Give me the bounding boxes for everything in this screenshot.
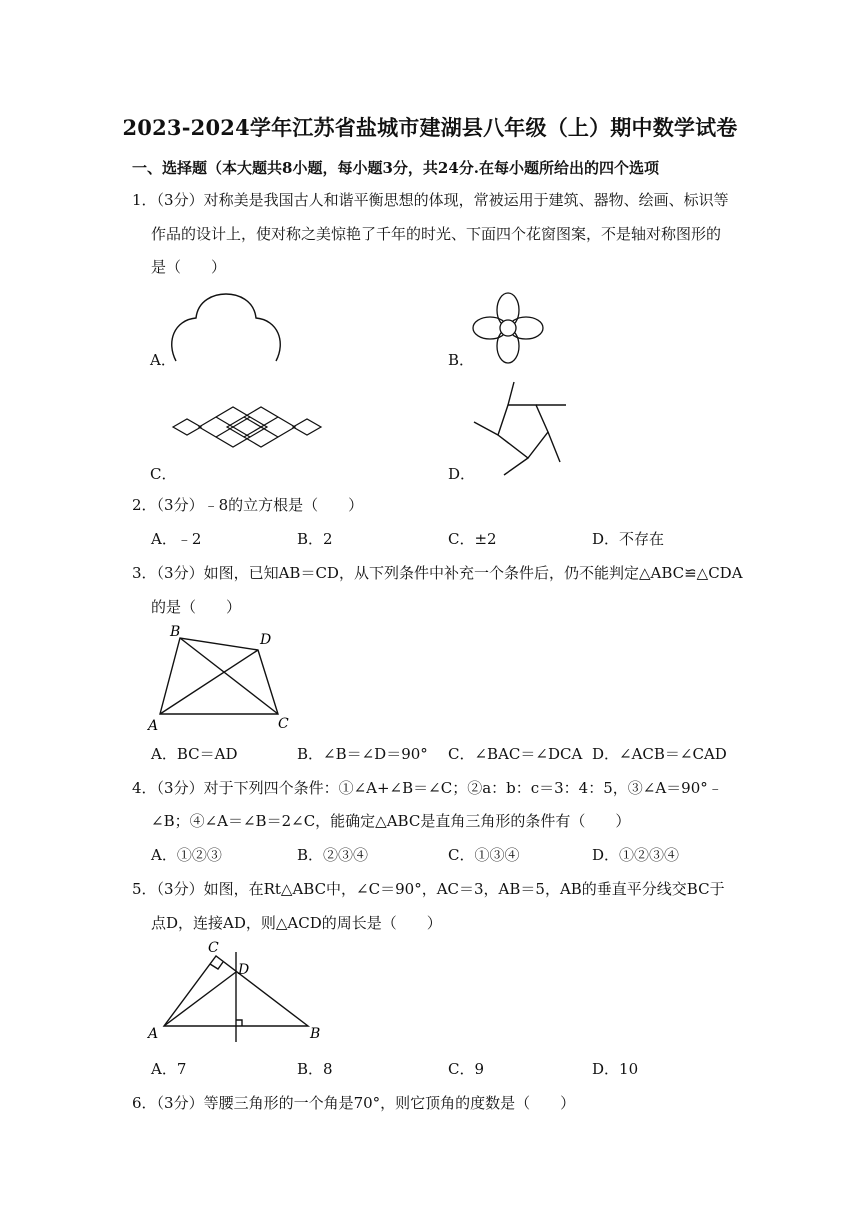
q1-option-b-label: B． bbox=[448, 351, 475, 369]
figure-label-a: A bbox=[148, 718, 159, 734]
section-heading: 一、选择题（本大题共8小题，每小题3分，共24分.在每小题所给出的四个选项 bbox=[132, 159, 659, 177]
q2-option-c: C．±2 bbox=[448, 530, 497, 548]
q4-option-b: B．②③④ bbox=[297, 846, 369, 864]
question-2-stem: 2．（3分）﹣8的立方根是（ ） bbox=[132, 496, 364, 514]
page-title: 2023-2024学年江苏省盐城市建湖县八年级（上）期中数学试卷 bbox=[122, 115, 738, 140]
figure-label-c: C bbox=[278, 716, 289, 732]
q2-option-a: A．﹣2 bbox=[151, 530, 202, 548]
question-6-stem: 6．（3分）等腰三角形的一个角是70°，则它顶角的度数是（ ） bbox=[132, 1094, 576, 1112]
q4-option-a: A．①②③ bbox=[151, 846, 222, 864]
question-4-line-1: 4．（3分）对于下列四个条件：①∠A+∠B＝∠C；②a：b：c＝3：4：5，③∠A＝90°﹣ bbox=[132, 779, 723, 797]
figure-label-d: D bbox=[238, 962, 250, 978]
question-5-line-2: 点D，连接AD，则△ACD的周长是（ ） bbox=[151, 914, 442, 932]
q4-option-c: C．①③④ bbox=[448, 846, 520, 864]
question-4-line-2: ∠B；④∠A＝∠B＝2∠C，能确定△ABC是直角三角形的条件有（ ） bbox=[151, 812, 631, 830]
flower-window-figure bbox=[470, 290, 546, 366]
figure-label-c: C bbox=[208, 940, 219, 956]
q5-option-a: A．7 bbox=[151, 1060, 187, 1078]
q5-option-b: B．8 bbox=[297, 1060, 333, 1078]
q1-option-c-label: C． bbox=[150, 465, 177, 483]
figure-label-a: A bbox=[148, 1026, 159, 1042]
q2-option-d: D．不存在 bbox=[592, 530, 665, 548]
q3-option-d: D．∠ACB＝∠CAD bbox=[592, 745, 727, 763]
q3-option-a: A．BC＝AD bbox=[151, 745, 238, 763]
question-1-line-3: 是（ ） bbox=[151, 258, 227, 276]
q1-option-a-label: A． bbox=[150, 351, 176, 369]
question-3-line-2: 的是（ ） bbox=[151, 598, 242, 616]
right-triangle-figure bbox=[146, 940, 326, 1046]
q3-option-c: C．∠BAC＝∠DCA bbox=[448, 745, 583, 763]
cloud-window-figure bbox=[170, 290, 282, 365]
q3-option-b: B．∠B＝∠D＝90° bbox=[297, 745, 428, 763]
question-5-line-1: 5．（3分）如图，在Rt△ABC中，∠C＝90°，AC＝3，AB＝5，AB的垂直平分线交BC于 bbox=[132, 880, 725, 898]
q5-option-d: D．10 bbox=[592, 1060, 639, 1078]
figure-label-d: D bbox=[260, 632, 272, 648]
question-1-line-2: 作品的设计上，使对称之美惊艳了千年的时光、下面四个花窗图案，不是轴对称图形的 bbox=[151, 225, 722, 243]
q2-option-b: B．2 bbox=[297, 530, 333, 548]
pinwheel-pentagon-figure bbox=[470, 380, 570, 480]
figure-label-b: B bbox=[310, 1026, 321, 1042]
question-3-line-1: 3．（3分）如图，已知AB＝CD，从下列条件中补充一个条件后，仍不能判定△ABC≌△CDA bbox=[132, 564, 743, 582]
quadrilateral-figure bbox=[146, 622, 296, 734]
q1-option-d-label: D． bbox=[448, 465, 476, 483]
diamond-lattice-figure bbox=[173, 405, 321, 449]
q5-option-c: C．9 bbox=[448, 1060, 485, 1078]
question-1-line-1: 1．（3分）对称美是我国古人和谐平衡思想的体现，常被运用于建筑、器物、绘画、标识等 bbox=[132, 191, 729, 209]
figure-label-b: B bbox=[170, 624, 181, 640]
q4-option-d: D．①②③④ bbox=[592, 846, 680, 864]
